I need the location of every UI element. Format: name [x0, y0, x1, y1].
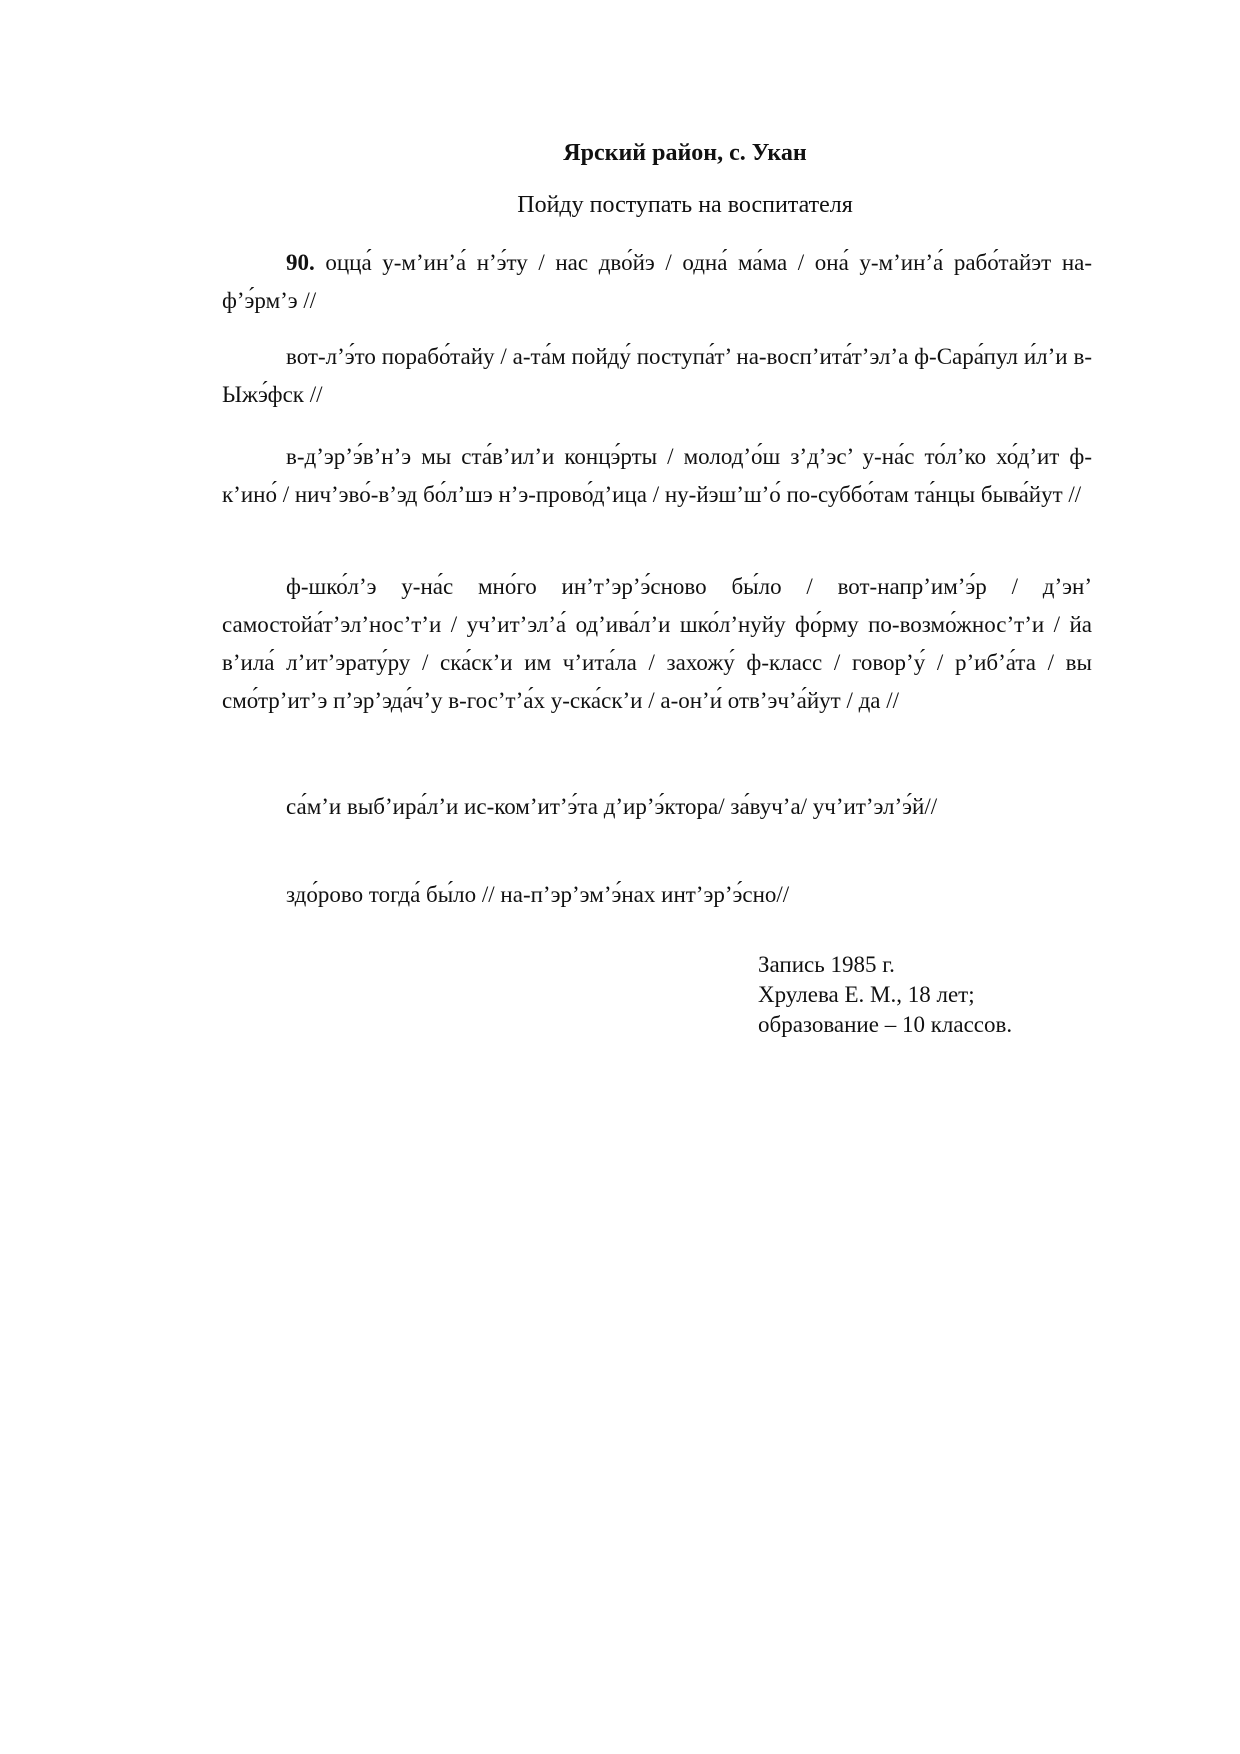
- entry-number: 90.: [286, 250, 315, 275]
- paragraph-1: [222, 244, 1092, 320]
- paragraph-4: [222, 568, 1092, 720]
- paragraph-6: [222, 876, 1092, 914]
- paragraph-5: [222, 788, 1092, 826]
- signature-line-record-year: Запись 1985 г.: [758, 952, 895, 977]
- signature-line-education: образование – 10 классов.: [758, 1012, 1013, 1037]
- page-title: Ярский район, с. Укан: [563, 140, 807, 166]
- page-subtitle: Пойду поступать на воспитателя: [517, 192, 853, 218]
- paragraph-text: са́м’и выб’ира́л’и ис-ком’ит’э́та д’ир’э́ктора/ за́вуч’а/ уч’ит’эл’э́й//: [286, 794, 938, 819]
- paragraph-text: здо́рово тогда́ бы́ло // на-п’эр’эм’э́нах инт’эр’э́сно//: [286, 882, 790, 907]
- recording-signature: [758, 950, 1012, 1040]
- paragraph-3: [222, 438, 1092, 514]
- paragraph-2: [222, 338, 1092, 414]
- paragraph-text: ф-шко́л’э у-на́с мно́го ин’т’эр’э́сново бы́ло / вот-напр’им’э́р / д’эн’ самостойа́т’эл’нос’т’и / уч’ит’эл’а́ од’ива́л’и шко́л’нуйу фо́рму по-возмо́жнос’т’и / йа в’ила́ л’ит’эрату́ру / ска́ск’и им ч’ита́ла / захожу́ ф-класс / говор’у́ / р’иб’а́та / вы смо́тр’ит’э п’эр’эда́ч’у в-гос’т’а́х у-ска́ск’и / а-он’и́ отв’эч’а́йут / да //: [222, 574, 1092, 713]
- paragraph-text: в-д’эр’э́в’н’э мы ста́в’ил’и концэ́рты / молод’о́ш з’д’эс’ у-на́с то́л’ко хо́д’ит ф-к’ино́ / нич’эво́-в’эд бо́л’шэ н’э-прово́д’ица / ну-йэш’ш’о́ по-суббо́там та́нцы быва́йут //: [222, 444, 1092, 507]
- signature-line-speaker: Хрулева Е. М., 18 лет;: [758, 982, 975, 1007]
- paragraph-text: оцца́ у-м’ин’а́ н’э́ту / нас дво́йэ / одна́ ма́ма / она́ у-м’ин’а́ рабо́тайэт на-ф’э́рм’э //: [222, 250, 1092, 313]
- paragraph-text: вот-л’э́то порабо́тайу / а-та́м пойду́ поступа́т’ на-восп’ита́т’эл’а ф-Сара́пул и́л’и в-Ыжэ́фск //: [222, 344, 1092, 407]
